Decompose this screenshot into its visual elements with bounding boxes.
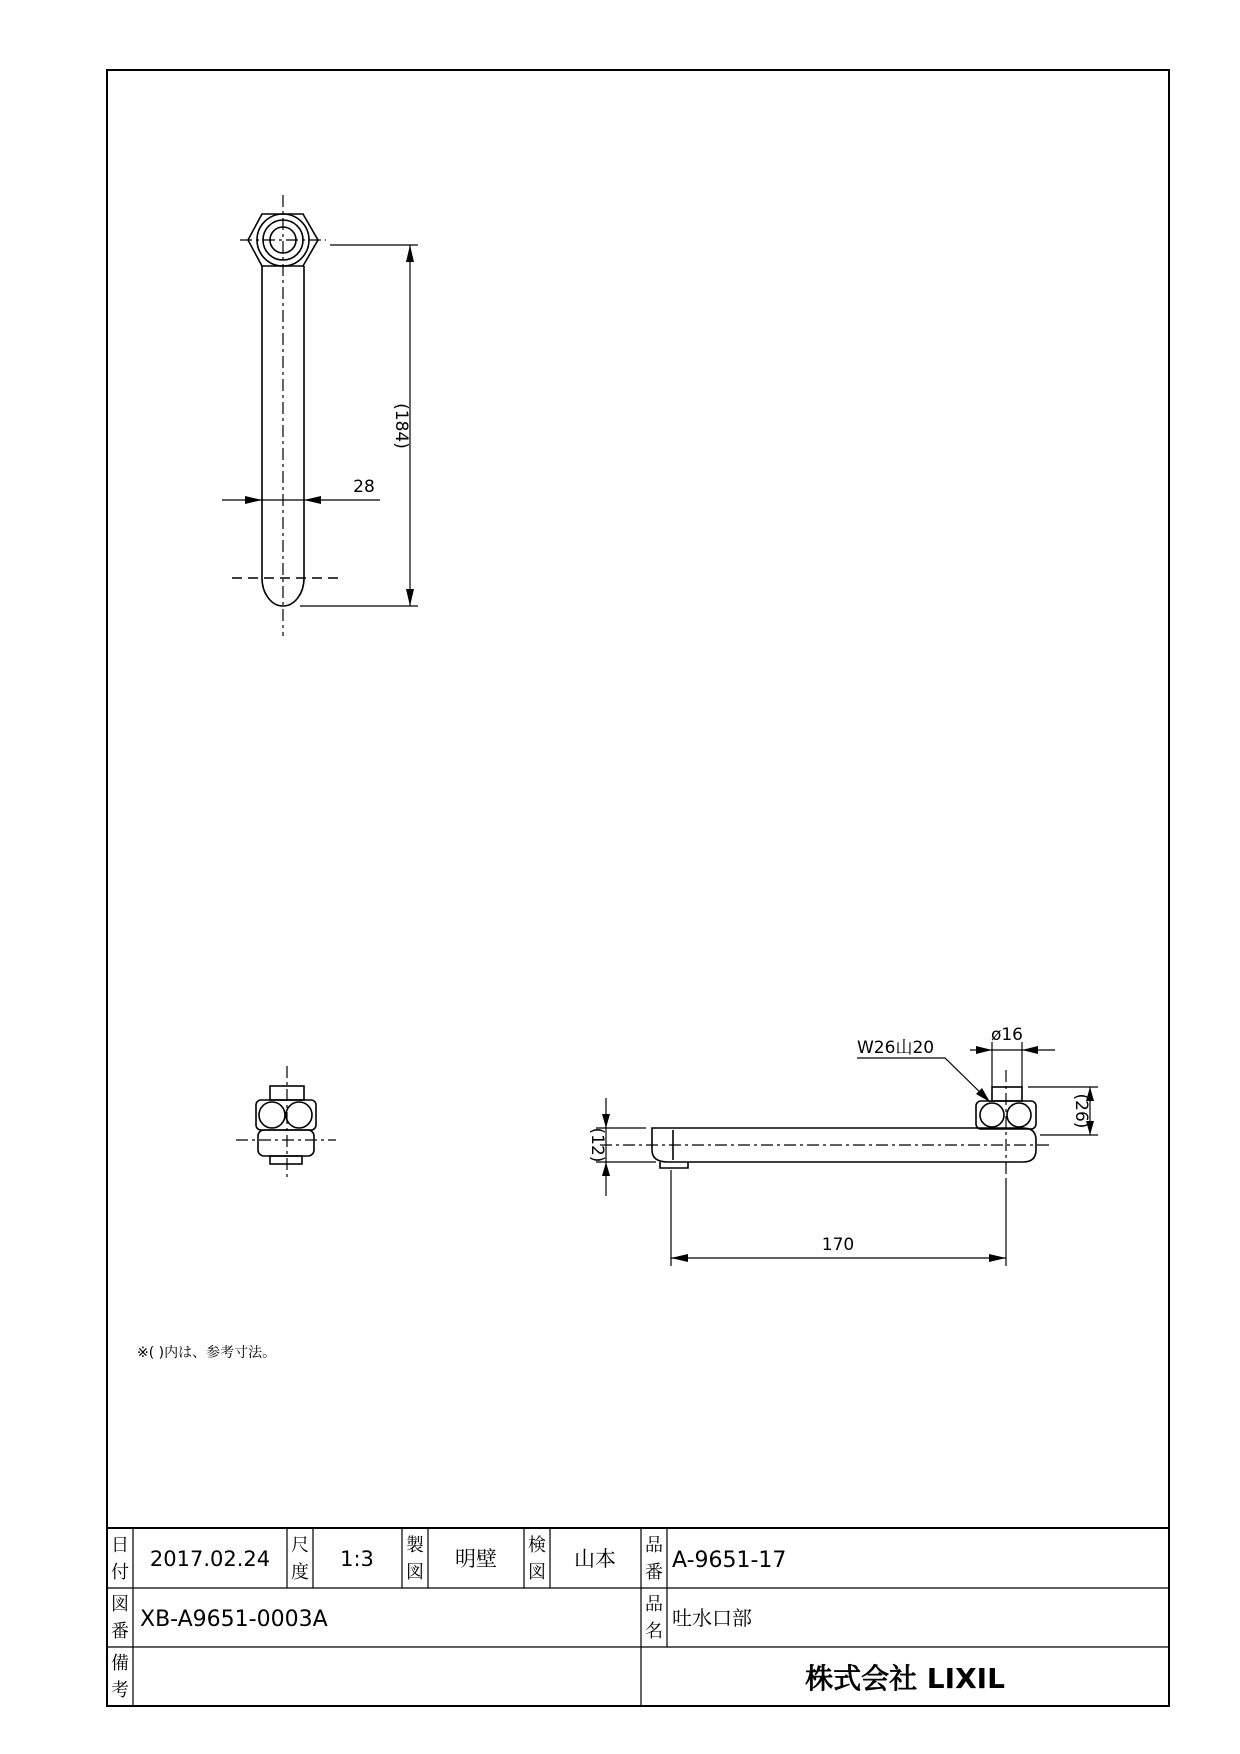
dim-thread: W26山20 [857,1038,935,1058]
arrow-12-bottom [602,1162,610,1176]
side-nut-right [1007,1103,1031,1127]
dim-reach: 170 [821,1235,855,1255]
dim-length-ref: (184) [391,403,411,449]
arrow-28-left [245,496,262,504]
date-label-2: 付 [111,1562,129,1583]
checked-label-2: 図 [528,1562,546,1583]
company-logo: 株式会社 LIXIL [805,1662,1005,1695]
drawing-frame [107,70,1169,1706]
scale-label-2: 度 [291,1562,309,1583]
remarks-label-1: 備 [111,1653,129,1674]
end-nut-right [286,1102,312,1128]
thread-leader [857,1058,990,1102]
part-name-label-1: 品 [645,1594,663,1615]
drawn-by: 明壁 [455,1547,497,1571]
dim-height-ref: (26) [1071,1093,1091,1129]
title-block [107,1528,1169,1706]
drawn-label-2: 図 [406,1562,424,1583]
part-no-label-2: 番 [645,1562,663,1583]
part-name: 吐水口部 [672,1606,752,1630]
arrow-170-right [989,1254,1006,1262]
dim-outlet-dia: ø16 [990,1025,1024,1045]
top-view [222,195,418,636]
drawing-no: XB-A9651-0003A [140,1607,328,1632]
outlet-tip [660,1162,688,1168]
arrow-28-right [304,496,321,504]
side-cap [992,1087,1022,1101]
end-nut-left [259,1102,285,1128]
end-body [258,1130,314,1156]
arrow-184-bottom [406,589,414,606]
arrow-170-left [671,1254,688,1262]
date-label-1: 日 [111,1535,129,1556]
side-view [587,1025,1098,1266]
remarks-label-2: 考 [111,1680,129,1701]
date-value: 2017.02.24 [149,1547,271,1571]
side-nut-left [980,1103,1004,1127]
arrow-phi16-left [976,1046,992,1054]
part-no-label-1: 品 [645,1535,663,1556]
drawing-no-label-1: 図 [111,1594,129,1615]
checked-by: 山本 [574,1547,616,1571]
scale-label-1: 尺 [291,1535,309,1556]
drawing-no-label-2: 番 [111,1621,129,1642]
end-view [236,1066,336,1178]
dim-diameter: 28 [353,477,375,497]
dim-thickness-ref: (12) [587,1127,607,1163]
part-no: A-9651-17 [672,1548,787,1573]
scale-value: 1:3 [340,1547,374,1571]
arrow-12-top [602,1114,610,1128]
arrow-phi16-right [1022,1046,1038,1054]
reference-note: ※( )内は、参考寸法。 [137,1345,277,1361]
drawn-label-1: 製 [406,1535,424,1556]
checked-label-1: 検 [528,1535,546,1556]
end-tip [270,1156,302,1164]
part-name-label-2: 名 [645,1621,663,1642]
arrow-184-top [406,245,414,262]
